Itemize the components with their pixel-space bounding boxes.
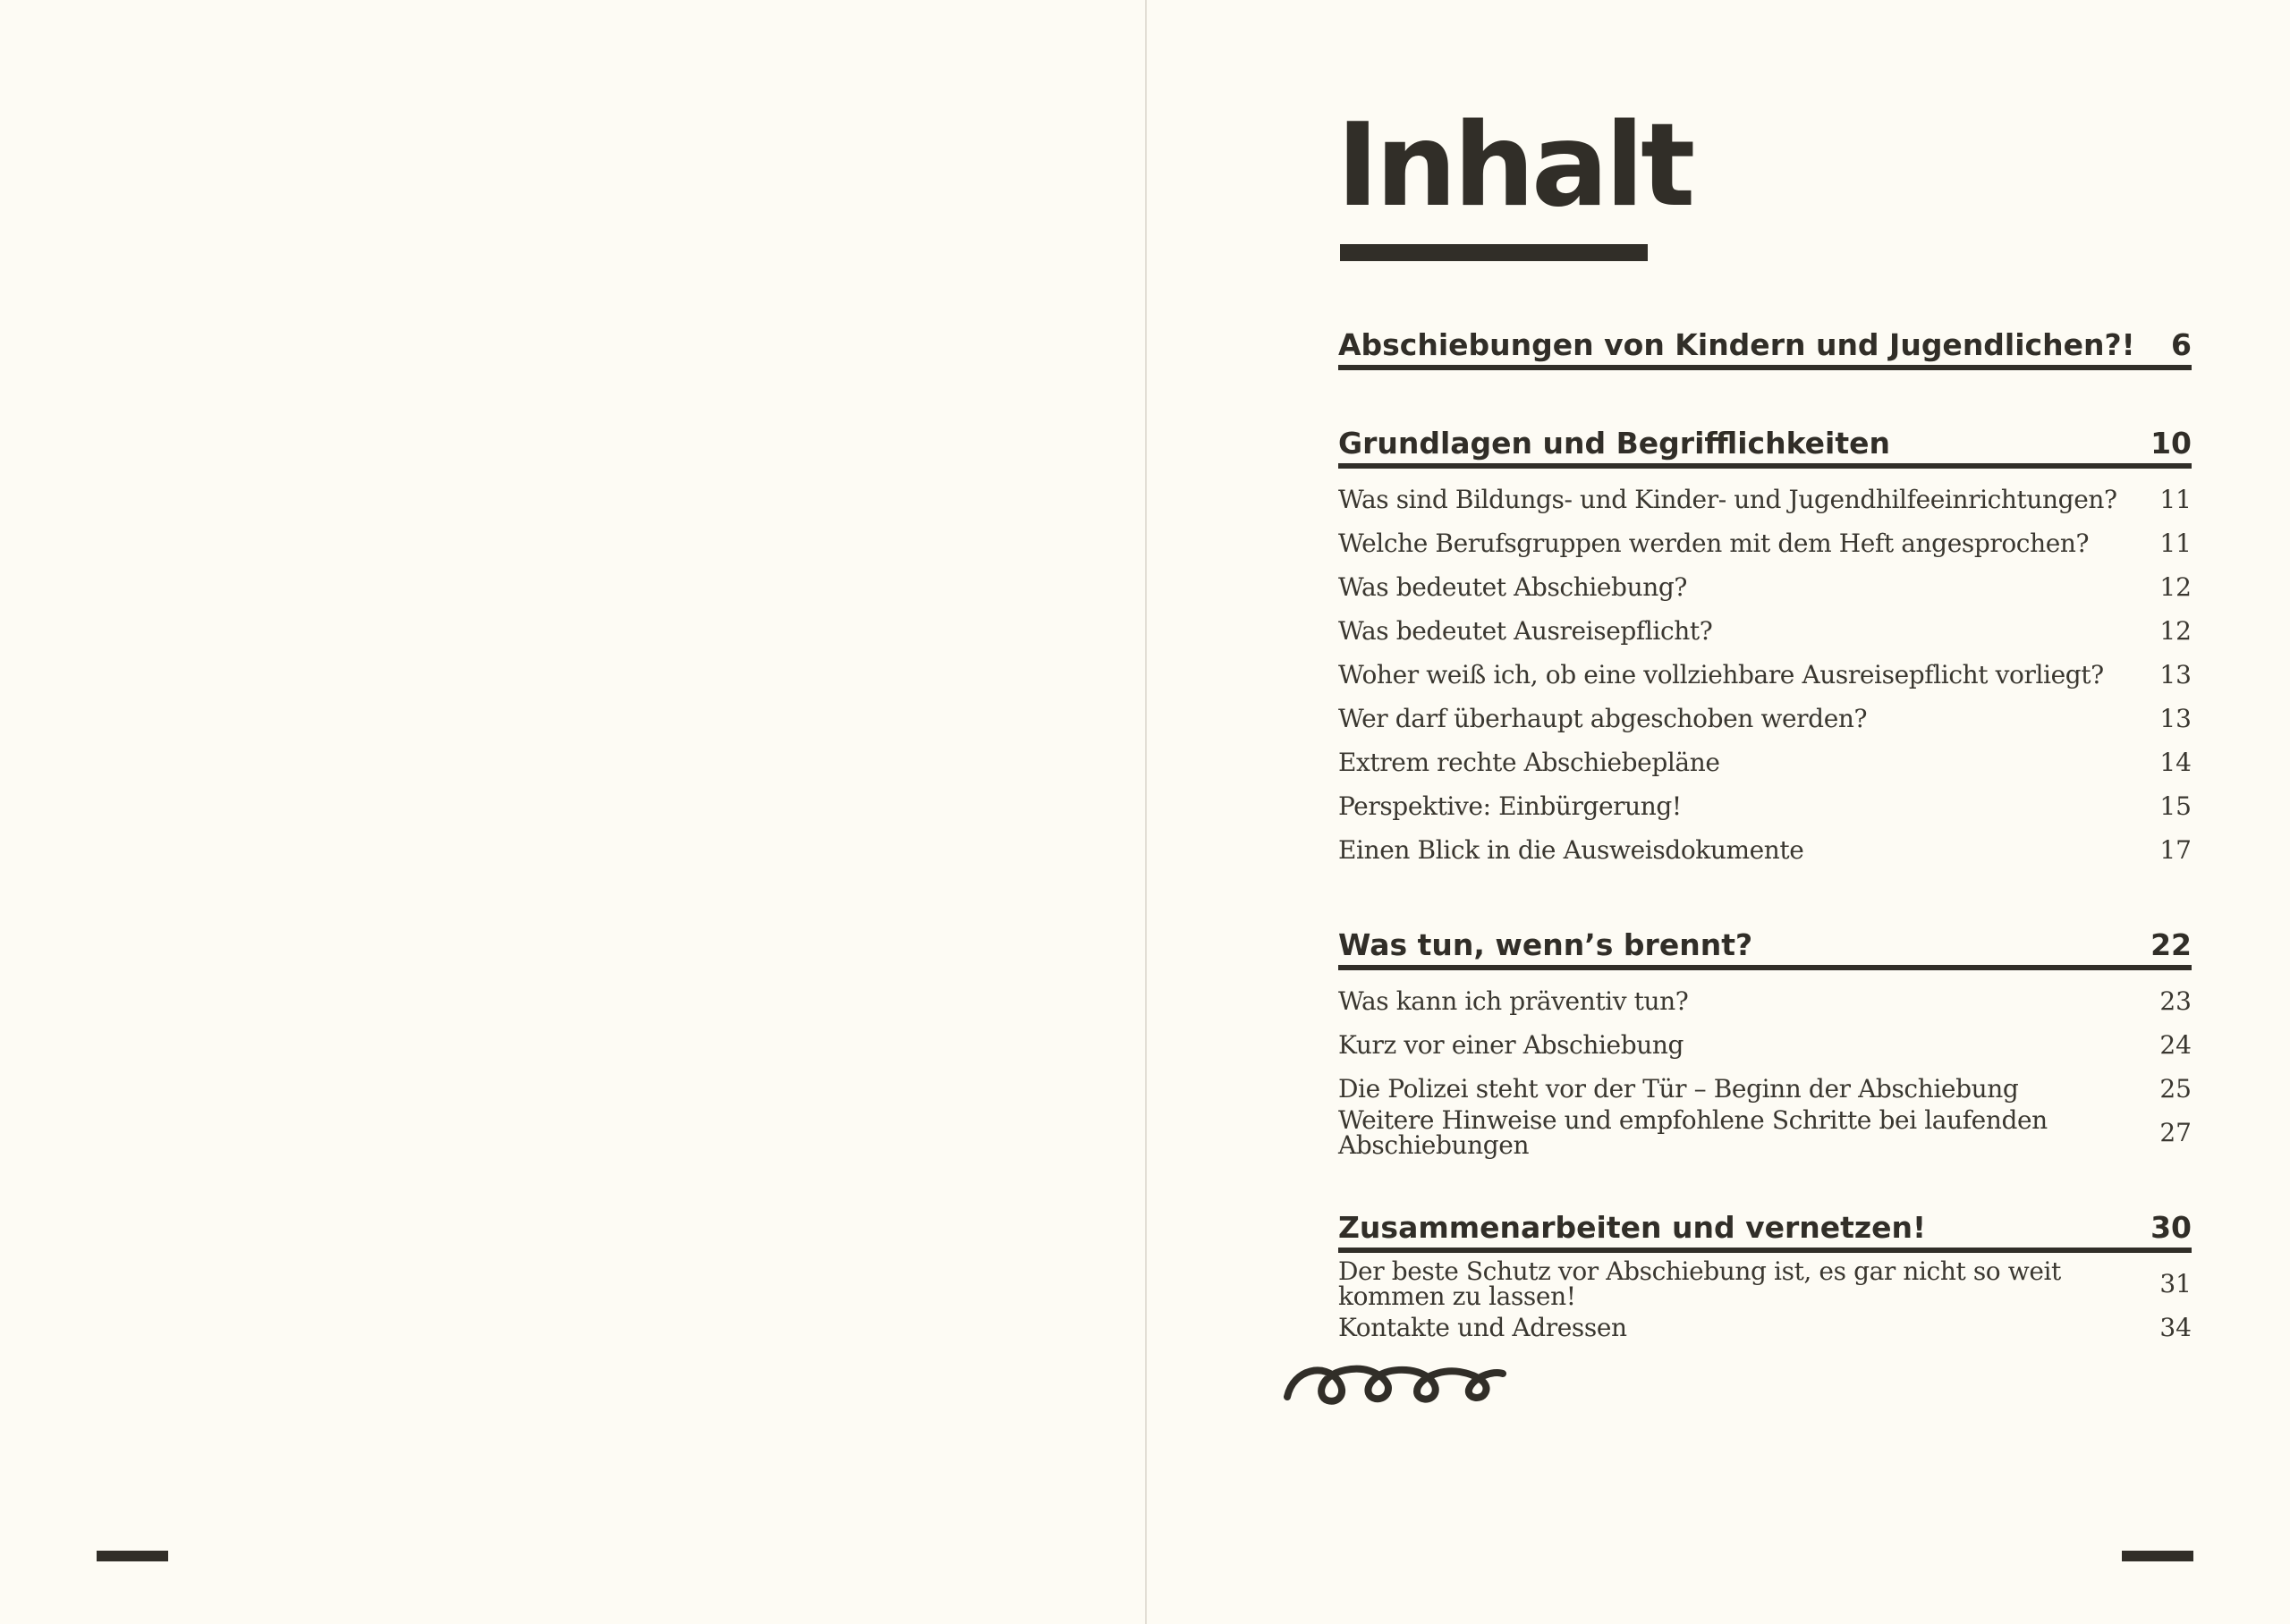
toc-entry-list (1338, 478, 2192, 872)
toc-entry[interactable] (1338, 1104, 2192, 1160)
toc-section-page-number: 10 (2150, 426, 2192, 461)
page-title: Inhalt (1336, 99, 1692, 233)
toc-section-title: Grundlagen und Begrifflichkeiten (1338, 426, 1890, 461)
toc-entry-title: Perspektive: Einbürgerung! (1338, 791, 1682, 821)
toc-section-heading[interactable] (1338, 419, 2192, 469)
toc-entry-title: Kontakte und Adressen (1338, 1312, 1627, 1342)
toc-entry-page-number: 13 (2159, 703, 2192, 733)
toc-entry[interactable] (1338, 1306, 2192, 1349)
toc-entry-page-number: 11 (2159, 528, 2192, 558)
toc-entry[interactable] (1338, 1067, 2192, 1111)
toc-entry-page-number: 14 (2159, 747, 2192, 777)
toc-entry-title: Kurz vor einer Abschiebung (1338, 1029, 1684, 1060)
toc-section (1338, 419, 2192, 872)
toc-entry-page-number: 24 (2159, 1029, 2192, 1060)
toc-entry-list (1338, 979, 2192, 1160)
toc-section-heading[interactable] (1338, 920, 2192, 970)
toc-entry-page-number: 15 (2159, 791, 2192, 821)
toc-section-title: Zusammenarbeiten und vernetzen! (1338, 1210, 1927, 1245)
toc-entry[interactable] (1338, 1256, 2192, 1311)
toc-section-page-number: 30 (2150, 1210, 2192, 1245)
toc-entry[interactable] (1338, 478, 2192, 521)
toc-entry-title: Weitere Hinweise und empfohlene Schritte bei laufenden Abschiebungen (1338, 1104, 2048, 1160)
toc-entry-title: Extrem rechte Abschiebepläne (1338, 747, 1720, 777)
toc-entry[interactable] (1338, 979, 2192, 1023)
wave-loops-ornament-icon (1283, 1356, 1506, 1406)
title-underline (1340, 244, 1648, 261)
toc-entry[interactable] (1338, 697, 2192, 740)
toc-section-heading[interactable] (1338, 1203, 2192, 1253)
toc-entry-title: Was kann ich präventiv tun? (1338, 985, 1689, 1016)
toc-entry[interactable] (1338, 565, 2192, 609)
toc-section-page-number: 22 (2150, 927, 2192, 962)
toc-entry[interactable] (1338, 609, 2192, 653)
toc-section (1338, 320, 2192, 370)
toc-section (1338, 1203, 2192, 1349)
toc-entry-page-number: 23 (2159, 985, 2192, 1016)
toc-section (1338, 920, 2192, 1160)
toc-entry[interactable] (1338, 740, 2192, 784)
toc-entry-page-number: 25 (2159, 1073, 2192, 1104)
toc-entry-title: Wer darf überhaupt abgeschoben werden? (1338, 703, 1868, 733)
toc-entry[interactable] (1338, 784, 2192, 828)
toc-entry[interactable] (1338, 828, 2192, 872)
toc-entry[interactable] (1338, 653, 2192, 697)
toc-entry-title: Die Polizei steht vor der Tür – Beginn der Abschiebung (1338, 1073, 2019, 1104)
toc-entry-title: Woher weiß ich, ob eine vollziehbare Ausreisepflicht vorliegt? (1338, 659, 2104, 689)
toc-section-page-number: 6 (2171, 327, 2192, 362)
toc-entry-page-number: 11 (2159, 484, 2192, 514)
toc-entry-title: Was sind Bildungs- und Kinder- und Jugendhilfeeinrichtungen? (1338, 484, 2117, 514)
toc-entry-page-number: 17 (2159, 834, 2192, 865)
toc-entry-page-number: 27 (2159, 1117, 2192, 1147)
table-of-contents (1338, 320, 2192, 1398)
toc-entry-title: Welche Berufsgruppen werden mit dem Heft angesprochen? (1338, 528, 2090, 558)
toc-entry-title: Der beste Schutz vor Abschiebung ist, es gar nicht so weit kommen zu lassen! (1338, 1256, 2061, 1311)
folio-mark-right (2122, 1551, 2193, 1561)
toc-entry[interactable] (1338, 521, 2192, 565)
toc-entry-title: Was bedeutet Ausreisepflicht? (1338, 615, 1713, 646)
toc-entry-title: Einen Blick in die Ausweisdokumente (1338, 834, 1804, 865)
toc-entry-list (1338, 1256, 2192, 1349)
toc-entry-page-number: 13 (2159, 659, 2192, 689)
toc-entry-page-number: 31 (2159, 1268, 2192, 1298)
toc-entry-page-number: 12 (2159, 571, 2192, 602)
toc-section-title: Was tun, wenn’s brennt? (1338, 927, 1753, 962)
folio-mark-left (97, 1551, 168, 1561)
toc-entry-page-number: 12 (2159, 615, 2192, 646)
toc-entry-page-number: 34 (2159, 1312, 2192, 1342)
right-page (1147, 0, 2290, 1624)
toc-section-heading[interactable] (1338, 320, 2192, 370)
toc-section-title: Abschiebungen von Kindern und Jugendlichen?! (1338, 327, 2135, 362)
toc-entry-title: Was bedeutet Abschiebung? (1338, 571, 1687, 602)
toc-entry[interactable] (1338, 1023, 2192, 1067)
